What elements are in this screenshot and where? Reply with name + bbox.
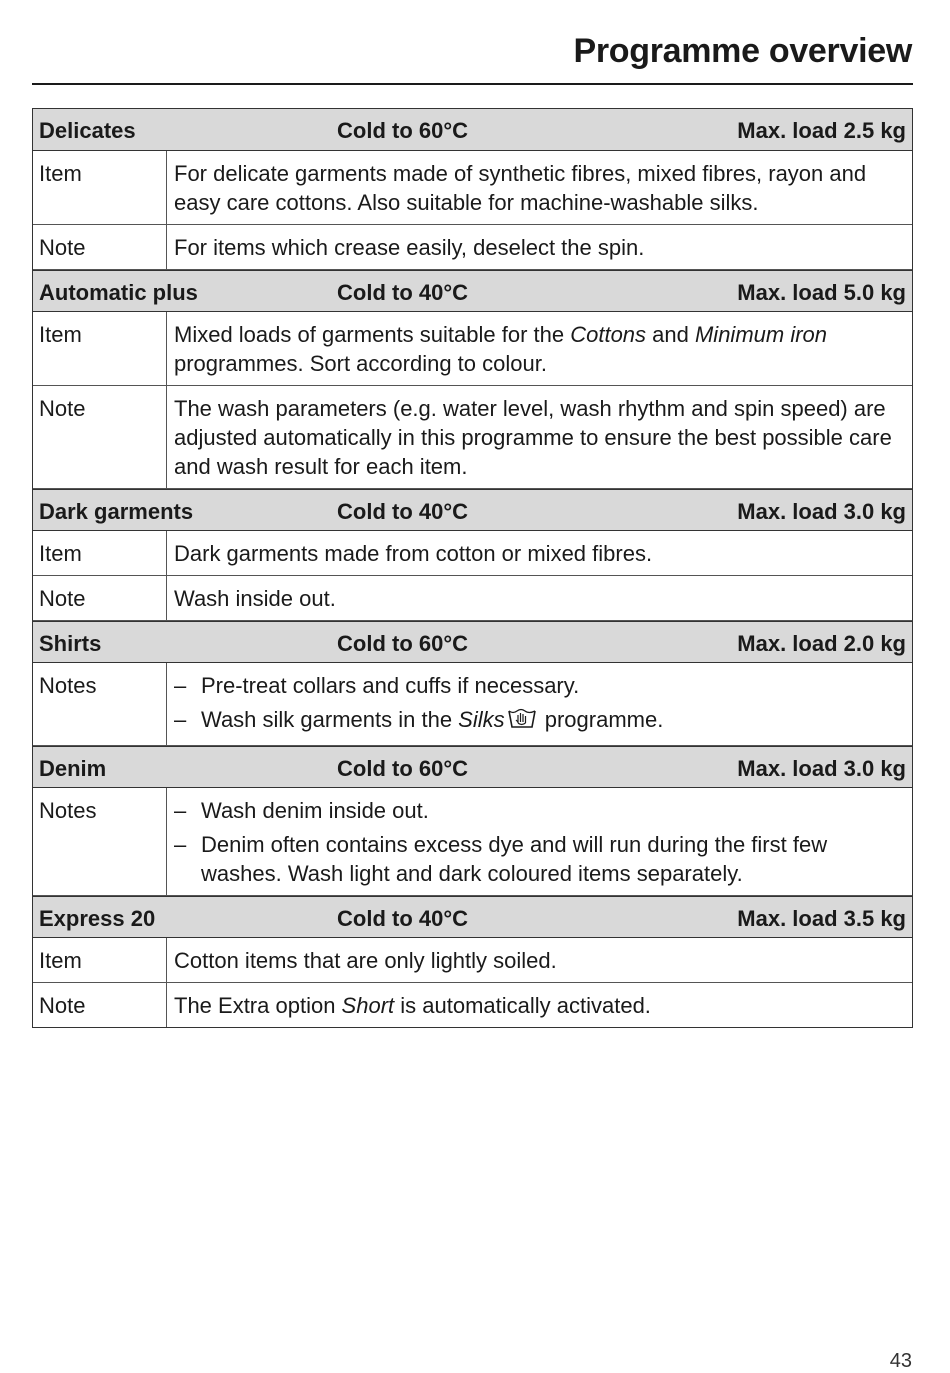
table-row: [33, 788, 912, 896]
row-label: Item: [33, 151, 167, 224]
programme-name: Automatic plus: [39, 280, 198, 305]
programme-max-load: Max. load 3.0 kg: [737, 499, 906, 524]
bullet-item: [174, 796, 902, 825]
hand-wash-icon: [507, 707, 537, 738]
table-row: [33, 225, 912, 270]
table-row: [33, 938, 912, 983]
bullet-text: [201, 705, 663, 738]
programme-name: Dark garments: [39, 499, 194, 524]
table-row: [33, 386, 912, 489]
row-text: [167, 576, 912, 620]
bullet-item: [174, 671, 902, 700]
programme-header-delicates: [33, 109, 912, 151]
bullet-text: Denim often contains excess dye and will run during the first few washes. Wash light and dark coloured items separately.: [201, 832, 828, 886]
table-row: [33, 576, 912, 621]
bullet-item: [174, 830, 902, 888]
option-reference: Short: [341, 993, 395, 1018]
row-label: Notes: [33, 663, 167, 745]
row-text-segment: Cotton items that are only lightly soiled.: [174, 948, 557, 973]
row-text: [167, 663, 912, 745]
row-text-segment: programmes. Sort according to colour.: [174, 351, 547, 376]
row-text-segment: programme.: [538, 707, 664, 732]
row-label: Note: [33, 225, 167, 269]
bullet-text: Wash denim inside out.: [201, 798, 429, 823]
programme-name: Express 20: [39, 906, 156, 931]
row-text: [167, 938, 912, 982]
programme-table: [32, 108, 913, 1028]
row-label: Item: [33, 312, 167, 385]
programme-max-load: Max. load 2.5 kg: [737, 118, 906, 143]
row-text-segment: Wash inside out.: [174, 586, 336, 611]
programme-reference: Silks: [458, 707, 505, 732]
programme-reference: Cottons: [570, 322, 647, 347]
row-text-segment: The Extra option: [174, 993, 342, 1018]
page-number: 43: [889, 1350, 912, 1372]
table-row: [33, 531, 912, 576]
table-row: [33, 312, 912, 386]
row-text: [167, 983, 912, 1027]
programme-header-denim: [33, 746, 912, 788]
row-text-segment: Mixed loads of garments suitable for the: [174, 322, 571, 347]
row-text: [167, 386, 912, 488]
row-label: Note: [33, 983, 167, 1027]
page-title: Programme overview: [573, 32, 912, 70]
row-label: Notes: [33, 788, 167, 895]
row-text-segment: and: [646, 322, 695, 347]
programme-temperature: Cold to 40°C: [337, 280, 469, 305]
title-divider: [32, 83, 913, 85]
row-text: [167, 225, 912, 269]
table-row: [33, 151, 912, 225]
bullet-dash: –: [174, 832, 187, 857]
programme-temperature: Cold to 40°C: [337, 499, 469, 524]
bullet-dash: –: [174, 798, 187, 823]
programme-temperature: Cold to 60°C: [337, 631, 469, 656]
programme-header-express-20: [33, 896, 912, 938]
programme-max-load: Max. load 3.5 kg: [737, 906, 906, 931]
programme-name: Denim: [39, 756, 107, 781]
programme-max-load: Max. load 2.0 kg: [737, 631, 906, 656]
table-row: [33, 663, 912, 746]
row-label: Note: [33, 386, 167, 488]
programme-header-dark-garments: [33, 489, 912, 531]
programme-temperature: Cold to 60°C: [337, 118, 469, 143]
row-label: Item: [33, 938, 167, 982]
programme-reference: Minimum iron: [694, 322, 828, 347]
programme-name: Delicates: [39, 118, 136, 143]
row-text: [167, 531, 912, 575]
row-label: Item: [33, 531, 167, 575]
row-text-segment: is automatically activated.: [394, 993, 651, 1018]
programme-max-load: Max. load 3.0 kg: [737, 756, 906, 781]
programme-temperature: Cold to 40°C: [337, 906, 469, 931]
programme-temperature: Cold to 60°C: [337, 756, 469, 781]
row-text-segment: The wash parameters (e.g. water level, wash rhythm and spin speed) are adjusted automatically in this programme to ensure the best possible care and wash result for each item.: [174, 396, 892, 479]
row-text: [167, 788, 912, 895]
bullet-text: Pre-treat collars and cuffs if necessary.: [201, 673, 580, 698]
bullet-dash: –: [174, 673, 187, 698]
bullet-item: [174, 705, 902, 738]
row-text: [167, 312, 912, 385]
row-text-segment: Dark garments made from cotton or mixed fibres.: [174, 541, 653, 566]
row-text-segment: Wash silk garments in the: [201, 707, 459, 732]
row-text: [167, 151, 912, 224]
table-row: [33, 983, 912, 1027]
row-text-segment: For delicate garments made of synthetic fibres, mixed fibres, rayon and easy care cottons. Also suitable for machine-washable silks.: [174, 161, 867, 215]
programme-name: Shirts: [39, 631, 102, 656]
bullet-dash: –: [174, 707, 187, 732]
programme-header-automatic-plus: [33, 270, 912, 312]
programme-header-shirts: [33, 621, 912, 663]
programme-max-load: Max. load 5.0 kg: [737, 280, 906, 305]
row-label: Note: [33, 576, 167, 620]
row-text-segment: For items which crease easily, deselect the spin.: [174, 235, 645, 260]
